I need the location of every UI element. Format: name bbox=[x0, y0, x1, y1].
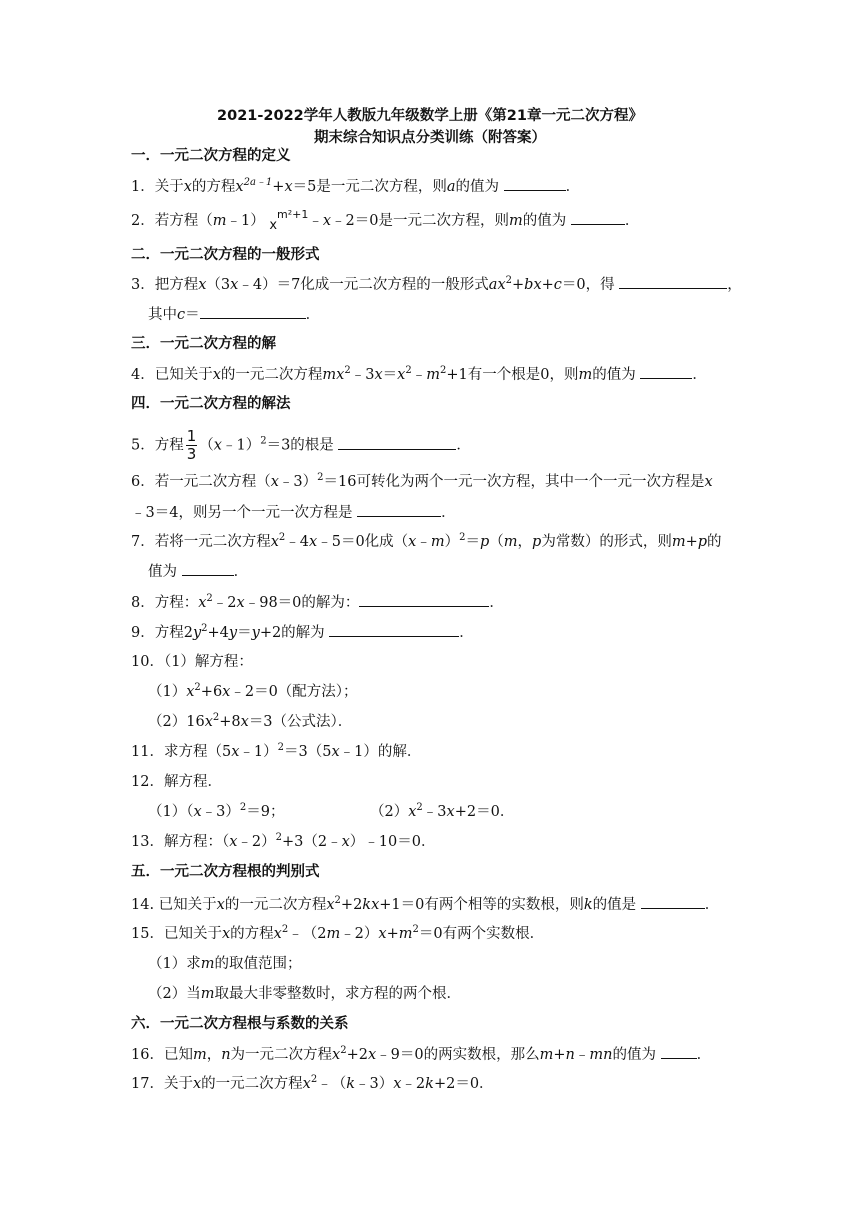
section-heading-solution: 三．一元二次方程的解 bbox=[131, 336, 276, 352]
question-6: 6．若一元二次方程（x﹣3）$^2$＝16可转化为两个一元一次方程，其中一个一元一次方程是x bbox=[131, 472, 713, 490]
section-heading-discriminant: 五．一元二次方程根的判别式 bbox=[131, 864, 320, 880]
answer-blank[interactable] bbox=[641, 894, 705, 909]
document-title: 2021-2022学年人教版九年级数学上册《第21章一元二次方程》 bbox=[217, 108, 643, 124]
question-3-continued: 其中c＝ ． bbox=[148, 304, 320, 325]
question-10: 10．（1）解方程： bbox=[131, 654, 253, 670]
question-16: 16．已知m，n为一元二次方程$x^2+2x﹣9=0$的两实数根，那么m+n﹣mn的值为 ． bbox=[131, 1045, 712, 1063]
question-11: 11．求方程（5x﹣1）$^2$＝3（5x﹣1）的解． bbox=[131, 742, 422, 760]
question-6-continued: ﹣3＝4，则另一个一元一次方程是 ． bbox=[131, 502, 456, 523]
question-3: 3．把方程x（3x﹣4）＝7化成一元二次方程的一般形式$ax^2+bx+c=0$，得 ， bbox=[131, 275, 742, 293]
question-10-part-1: $(1)x^2+6x﹣2=0$（配方法）； bbox=[148, 682, 358, 700]
answer-blank[interactable] bbox=[357, 502, 441, 517]
question-7-continued: 值为 ． bbox=[148, 561, 248, 582]
question-15-part-2: （2）当m取最大非零整数时，求方程的两个根． bbox=[148, 986, 461, 1002]
question-10-part-2: $(2)16x^2+8x=3$（公式法）． bbox=[148, 712, 353, 730]
answer-blank[interactable] bbox=[329, 622, 459, 637]
answer-blank[interactable] bbox=[661, 1044, 697, 1059]
question-15-part-1: （1）求m的取值范围； bbox=[148, 956, 302, 972]
document-subtitle: 期末综合知识点分类训练（附答案） bbox=[314, 130, 546, 146]
question-7: 7．若将一元二次方程$x^2﹣4x﹣5=0$化成（x﹣m）$^2$＝p（m，p为常数）的形式，则m+p的 bbox=[131, 532, 722, 550]
question-9: 9．方程$2y^2+4y=y+2$的解为 ． bbox=[131, 623, 474, 641]
question-5: 5．方程 $\frac{1}{3}$ （x﹣1）$^2$＝3的根是 ． bbox=[131, 427, 471, 463]
question-12-part-2: $(2)x^2﹣3x+2=0$． bbox=[370, 802, 515, 820]
question-17: 17．关于x的一元二次方程$x^2﹣(k﹣3)x﹣2k+2=0$． bbox=[131, 1074, 494, 1092]
section-heading-general-form: 二．一元二次方程的一般形式 bbox=[131, 247, 320, 263]
question-4: 4．已知关于x的一元二次方程$mx^2﹣3x=x^2﹣m^2+1$有一个根是0，则m的值为 ． bbox=[131, 365, 707, 383]
question-15: 15．已知关于x的方程$x^2﹣(2m﹣2)x+m^2=0$有两个实数根． bbox=[131, 924, 545, 942]
question-12: 12．解方程． bbox=[131, 774, 222, 790]
answer-blank[interactable] bbox=[359, 592, 489, 607]
fraction-one-third: $\frac{1}{3}$ bbox=[186, 427, 197, 463]
section-heading-vieta: 六．一元二次方程根与系数的关系 bbox=[131, 1016, 349, 1032]
answer-blank[interactable] bbox=[619, 274, 727, 289]
answer-blank[interactable] bbox=[640, 364, 692, 379]
question-2: 2．若方程（m﹣1） $x^{m^2+1}﹣x﹣2=0$是一元二次方程，则m的值为 ． bbox=[131, 208, 640, 233]
question-1: 1．关于x的方程$x^{2a﹣1}+x=5$是一元二次方程，则a的值为 ． bbox=[131, 177, 581, 195]
answer-blank[interactable] bbox=[200, 304, 306, 319]
section-heading-definition: 一．一元二次方程的定义 bbox=[131, 148, 291, 164]
answer-blank[interactable] bbox=[182, 561, 234, 576]
answer-blank[interactable] bbox=[504, 176, 566, 191]
question-13: 13．解方程：（x﹣2）$^2$+3（2﹣x）﹣10＝0． bbox=[131, 832, 436, 850]
answer-blank[interactable] bbox=[571, 210, 625, 225]
question-12-part-1: （1）（x﹣3）$^2$＝9； bbox=[148, 802, 285, 820]
section-heading-methods: 四．一元二次方程的解法 bbox=[131, 396, 291, 412]
question-14: 14. 已知关于x的一元二次方程$x^2+2kx+1=0$有两个相等的实数根，则k的值是 ． bbox=[131, 895, 720, 913]
question-8: 8．方程：$x^2﹣2x﹣98=0$的解为： ． bbox=[131, 593, 504, 611]
answer-blank[interactable] bbox=[338, 435, 456, 450]
